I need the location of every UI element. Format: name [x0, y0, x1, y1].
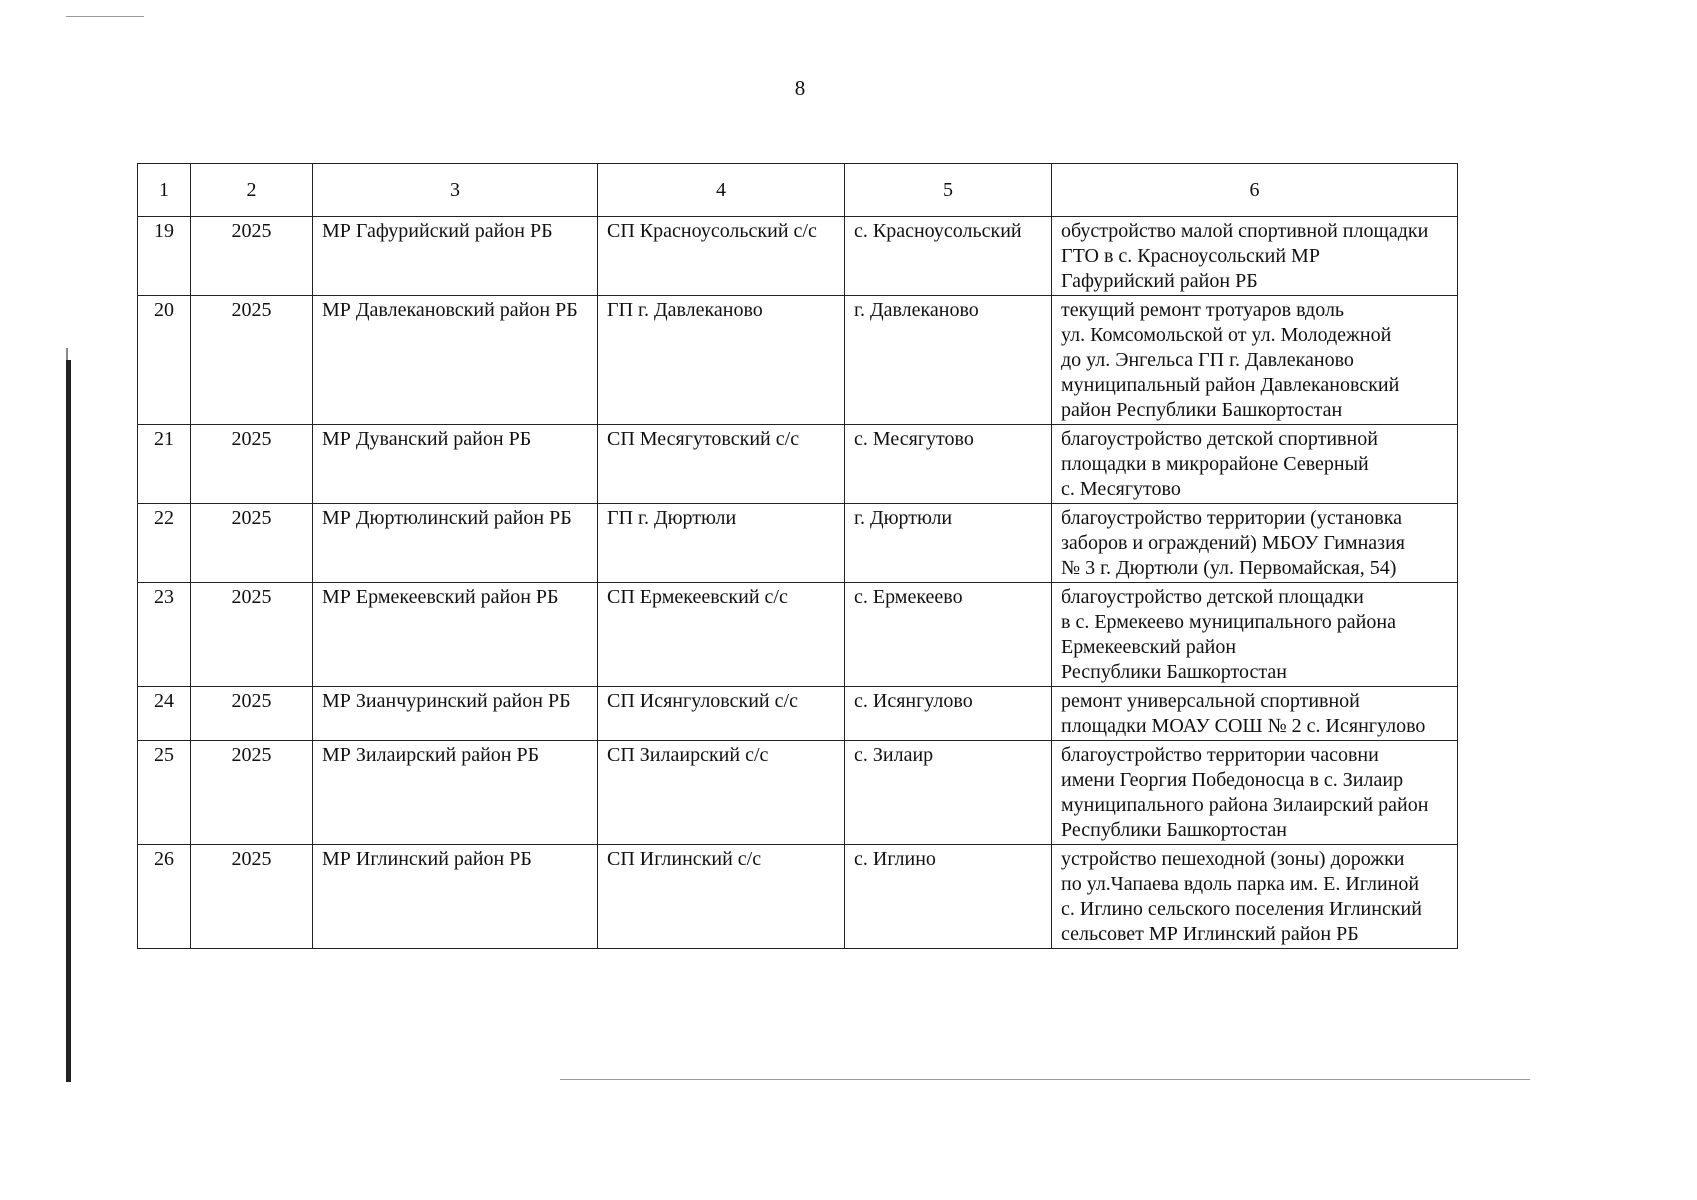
row-year: 2025	[191, 217, 313, 296]
row-description	[1052, 504, 1458, 583]
column-header: 1	[138, 164, 191, 217]
row-description-line: имени Георгия Победоносца в с. Зилаир	[1061, 769, 1404, 791]
row-settlement: ГП г. Дюртюли	[598, 504, 845, 583]
row-district: МР Дюртюлинский район РБ	[313, 504, 598, 583]
row-description-line: заборов и ограждений) МБОУ Гимназия	[1061, 532, 1405, 554]
row-description-line: Республики Башкортостан	[1061, 661, 1287, 683]
row-description-line: устройство пешеходной (зоны) дорожки	[1061, 848, 1405, 870]
row-description-line: район Республики Башкортостан	[1061, 399, 1343, 421]
row-number: 23	[138, 583, 191, 687]
page-number: 8	[794, 76, 806, 100]
table-body	[138, 217, 1458, 949]
row-description-line: благоустройство детской площадки	[1061, 586, 1364, 608]
row-settlement: СП Красноусольский с/с	[598, 217, 845, 296]
row-year: 2025	[191, 504, 313, 583]
row-description-line: с. Иглино сельского поселения Иглинский	[1061, 898, 1422, 920]
table-row	[138, 425, 1458, 504]
row-description-line: с. Месягутово	[1061, 478, 1181, 500]
scan-artifact-left-bar	[66, 360, 71, 1082]
row-settlement: СП Исянгуловский с/с	[598, 687, 845, 741]
row-district: МР Давлекановский район РБ	[313, 296, 598, 425]
row-settlement: СП Зилаирский с/с	[598, 741, 845, 845]
row-locality: с. Иглино	[845, 845, 1052, 949]
row-description	[1052, 741, 1458, 845]
row-description-line: по ул.Чапаева вдоль парка им. Е. Иглиной	[1061, 873, 1420, 895]
table-row	[138, 741, 1458, 845]
projects-table	[137, 163, 1458, 949]
row-number: 21	[138, 425, 191, 504]
table-header-row	[138, 164, 1458, 217]
row-settlement: СП Ермекеевский с/с	[598, 583, 845, 687]
row-number: 20	[138, 296, 191, 425]
scan-artifact-bottom-line	[560, 1079, 1530, 1080]
row-locality: с. Исянгулово	[845, 687, 1052, 741]
column-header: 6	[1052, 164, 1458, 217]
row-description-line: Республики Башкортостан	[1061, 819, 1287, 841]
row-district: МР Дуванский район РБ	[313, 425, 598, 504]
row-district: МР Зилаирский район РБ	[313, 741, 598, 845]
column-header: 3	[313, 164, 598, 217]
row-description	[1052, 583, 1458, 687]
row-description-line: до ул. Энгельса ГП г. Давлеканово	[1061, 349, 1354, 371]
table-row	[138, 296, 1458, 425]
row-locality: г. Давлеканово	[845, 296, 1052, 425]
row-year: 2025	[191, 425, 313, 504]
row-description-line: сельсовет МР Иглинский район РБ	[1061, 923, 1359, 945]
row-year: 2025	[191, 741, 313, 845]
row-description	[1052, 296, 1458, 425]
row-number: 19	[138, 217, 191, 296]
row-settlement: СП Иглинский с/с	[598, 845, 845, 949]
row-description	[1052, 845, 1458, 949]
row-description-line: ремонт универсальной спортивной	[1061, 690, 1360, 712]
row-year: 2025	[191, 845, 313, 949]
row-description-line: благоустройство детской спортивной	[1061, 428, 1378, 450]
row-description-line: муниципального района Зилаирский район	[1061, 794, 1429, 816]
row-description-line: Ермекеевский район	[1061, 636, 1237, 658]
row-year: 2025	[191, 296, 313, 425]
row-description-line: благоустройство территории часовни	[1061, 744, 1379, 766]
table-row	[138, 687, 1458, 741]
row-description-line: ГТО в с. Красноусольский МР	[1061, 245, 1320, 267]
table-row	[138, 583, 1458, 687]
row-district: МР Иглинский район РБ	[313, 845, 598, 949]
table-row	[138, 504, 1458, 583]
row-locality: с. Ермекеево	[845, 583, 1052, 687]
column-header: 2	[191, 164, 313, 217]
row-number: 25	[138, 741, 191, 845]
row-district: МР Гафурийский район РБ	[313, 217, 598, 296]
table-row	[138, 845, 1458, 949]
row-description	[1052, 687, 1458, 741]
row-description-line: текущий ремонт тротуаров вдоль	[1061, 299, 1345, 321]
row-number: 26	[138, 845, 191, 949]
row-number: 24	[138, 687, 191, 741]
row-description-line: площадки МОАУ СОШ № 2 с. Исянгулово	[1061, 715, 1426, 737]
row-number: 22	[138, 504, 191, 583]
scan-artifact-top-line	[66, 16, 144, 17]
row-description	[1052, 217, 1458, 296]
row-locality: с. Красноусольский	[845, 217, 1052, 296]
row-description-line: Гафурийский район РБ	[1061, 270, 1258, 292]
row-description	[1052, 425, 1458, 504]
row-district: МР Ермекеевский район РБ	[313, 583, 598, 687]
row-description-line: площадки в микрорайоне Северный	[1061, 453, 1369, 475]
row-description-line: в с. Ермекеево муниципального района	[1061, 611, 1396, 633]
row-settlement: ГП г. Давлеканово	[598, 296, 845, 425]
row-locality: г. Дюртюли	[845, 504, 1052, 583]
row-locality: с. Месягутово	[845, 425, 1052, 504]
row-description-line: обустройство малой спортивной площадки	[1061, 220, 1429, 242]
row-year: 2025	[191, 583, 313, 687]
row-description-line: благоустройство территории (установка	[1061, 507, 1403, 529]
table-row	[138, 217, 1458, 296]
row-description-line: муниципальный район Давлекановский	[1061, 374, 1400, 396]
row-settlement: СП Месягутовский с/с	[598, 425, 845, 504]
row-locality: с. Зилаир	[845, 741, 1052, 845]
row-description-line: № 3 г. Дюртюли (ул. Первомайская, 54)	[1061, 557, 1397, 579]
row-year: 2025	[191, 687, 313, 741]
column-header: 4	[598, 164, 845, 217]
column-header: 5	[845, 164, 1052, 217]
row-district: МР Зианчуринский район РБ	[313, 687, 598, 741]
row-description-line: ул. Комсомольской от ул. Молодежной	[1061, 324, 1392, 346]
